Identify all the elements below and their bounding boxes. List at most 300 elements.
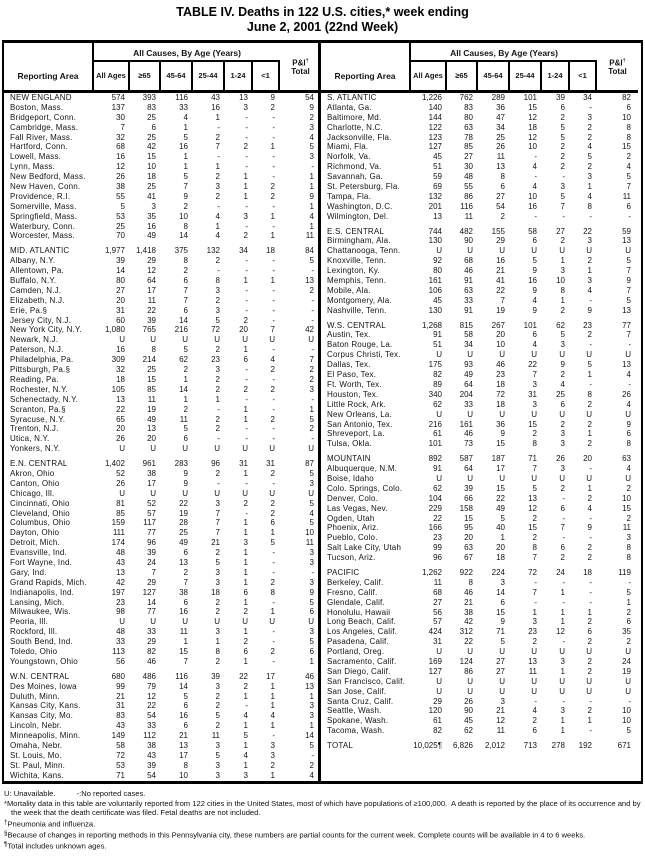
value-cell: U: [586, 473, 592, 483]
value-cell: 12: [528, 132, 537, 142]
city-name: Portland, Oreg.: [327, 647, 385, 657]
value-cell: 4: [183, 112, 188, 122]
value-cell: 46: [496, 360, 505, 370]
value-cell: 49: [496, 503, 505, 513]
value-cell: 34: [583, 93, 592, 102]
city-row: [4, 588, 318, 598]
value-cell: 18: [583, 567, 592, 577]
value-cell: 122: [428, 122, 442, 132]
city-row: [4, 771, 318, 781]
value-cell: 16: [116, 345, 125, 355]
value-cell: 8: [626, 132, 631, 142]
value-cell: U: [242, 335, 248, 345]
value-cell: 30: [464, 162, 473, 172]
city-row: [321, 113, 638, 123]
value-cell: 13: [622, 236, 631, 246]
value-cell: 10: [179, 211, 188, 221]
city-row: [4, 162, 318, 172]
value-cell: -: [245, 508, 248, 518]
value-cell: 13: [496, 162, 505, 172]
city-name: Little Rock, Ark.: [327, 399, 386, 409]
value-cell: 90: [464, 236, 473, 246]
value-cell: 87: [305, 459, 314, 469]
value-cell: -: [245, 201, 248, 211]
value-cell: 2: [270, 182, 275, 192]
value-cell: 13: [116, 394, 125, 404]
value-cell: 9: [532, 266, 537, 276]
city-name: Baltimore, Md.: [327, 112, 382, 122]
value-cell: 4: [532, 340, 537, 350]
value-cell: 166: [428, 523, 442, 533]
city-row: [4, 627, 318, 637]
value-cell: U: [436, 473, 442, 483]
value-cell: U: [436, 246, 442, 256]
value-cell: 14: [179, 315, 188, 325]
city-name: Kansas City, Mo.: [10, 711, 74, 721]
value-cell: 3: [587, 112, 592, 122]
city-row: [321, 286, 638, 296]
value-cell: 1: [587, 266, 592, 276]
value-cell: 2: [270, 365, 275, 375]
region-total-row: [4, 459, 318, 469]
value-cell: 6: [183, 721, 188, 731]
city-row: [321, 677, 638, 687]
value-cell: 132: [206, 246, 220, 256]
value-cell: 16: [528, 201, 537, 211]
value-cell: 25: [147, 132, 156, 142]
value-cell: -: [311, 394, 314, 404]
value-cell: -: [534, 577, 537, 587]
value-cell: 63: [464, 122, 473, 132]
city-row: [4, 256, 318, 266]
value-cell: 13: [179, 741, 188, 750]
city-name: Memphis, Tenn.: [327, 276, 387, 286]
city-name: Tulsa, Okla.: [327, 439, 372, 449]
value-cell: 6: [560, 503, 565, 513]
value-cell: 3: [587, 276, 592, 286]
value-cell: 2: [215, 597, 220, 607]
value-cell: 8: [215, 276, 220, 286]
value-cell: -: [628, 211, 631, 221]
value-cell: 1: [560, 295, 565, 305]
value-cell: 1: [560, 716, 565, 726]
value-cell: 4: [243, 750, 248, 760]
value-cell: 39: [556, 93, 565, 102]
value-cell: 8: [151, 345, 156, 355]
city-name: Milwaukee, Wis.: [10, 607, 71, 617]
value-cell: 29: [433, 696, 442, 706]
value-cell: 93: [464, 360, 473, 370]
value-cell: 1: [243, 468, 248, 478]
city-name: Pasadena, Calif.: [327, 637, 389, 647]
value-cell: 2: [560, 483, 565, 493]
value-cell: -: [272, 122, 275, 132]
value-cell: 26: [556, 454, 565, 464]
value-cell: 26: [116, 478, 125, 488]
value-cell: 9: [626, 419, 631, 429]
value-cell: 2: [215, 691, 220, 701]
value-cell: 10: [528, 191, 537, 201]
value-cell: 78: [464, 132, 473, 142]
value-cell: U: [499, 676, 505, 686]
value-cell: -: [311, 345, 314, 355]
value-cell: 22: [147, 305, 156, 315]
value-cell: 11: [179, 627, 188, 637]
city-name: Cambridge, Mass.: [10, 122, 79, 132]
value-cell: -: [245, 295, 248, 305]
city-row: [321, 246, 638, 256]
city-row: [4, 286, 318, 296]
value-cell: 13: [433, 211, 442, 221]
value-cell: 91: [464, 276, 473, 286]
value-cell: 54: [147, 711, 156, 721]
value-cell: 283: [174, 459, 188, 469]
city-name: San Francisco, Calif.: [327, 676, 406, 686]
city-name: Grand Rapids, Mich.: [10, 577, 87, 587]
value-cell: 5: [500, 637, 505, 647]
city-row: [321, 533, 638, 543]
footnote-marker: †: [4, 818, 8, 826]
city-name: New Orleans, La.: [327, 409, 393, 419]
value-cell: 5: [500, 513, 505, 523]
value-cell: -: [589, 513, 592, 523]
value-cell: 91: [464, 305, 473, 315]
value-cell: 892: [428, 454, 442, 464]
value-cell: 4: [215, 211, 220, 221]
value-cell: 201: [428, 201, 442, 211]
city-name: Denver, Colo.: [327, 493, 379, 503]
value-cell: 1: [243, 567, 248, 577]
value-cell: 52: [147, 498, 156, 508]
value-cell: 48: [464, 172, 473, 182]
value-cell: 2: [270, 577, 275, 587]
value-cell: 99: [433, 543, 442, 553]
value-cell: 24: [147, 557, 156, 567]
value-cell: -: [562, 637, 565, 647]
value-cell: 26: [496, 142, 505, 152]
city-name: Jacksonville, Fla.: [327, 132, 392, 142]
value-cell: 20: [496, 543, 505, 553]
city-name: Las Vegas, Nev.: [327, 503, 388, 513]
value-cell: 80: [464, 112, 473, 122]
value-cell: 25: [147, 365, 156, 375]
value-cell: 8: [587, 201, 592, 211]
value-cell: 5: [120, 201, 125, 211]
value-cell: 26: [464, 696, 473, 706]
value-cell: 43: [147, 750, 156, 760]
city-row: [4, 647, 318, 657]
city-name: Utica, N.Y.: [10, 434, 50, 444]
city-row: [4, 202, 318, 212]
city-row: [321, 523, 638, 533]
value-cell: 4: [270, 355, 275, 365]
value-cell: 57: [433, 617, 442, 627]
value-cell: 8: [468, 577, 473, 587]
table-left-half: [4, 43, 321, 781]
city-name: New Haven, Conn.: [10, 182, 81, 192]
value-cell: 1: [270, 701, 275, 711]
value-cell: 3: [215, 760, 220, 770]
value-cell: 1: [243, 191, 248, 201]
value-cell: 3: [309, 152, 314, 162]
value-cell: U: [182, 335, 188, 345]
city-name: Fall River, Mass.: [10, 132, 73, 142]
value-cell: 15: [496, 607, 505, 617]
value-cell: 65: [116, 414, 125, 424]
city-name: Charlotte, N.C.: [327, 122, 383, 132]
value-cell: U: [308, 617, 314, 627]
value-cell: 375: [174, 246, 188, 256]
value-cell: 1: [183, 394, 188, 404]
value-cell: 6: [243, 587, 248, 597]
value-cell: 12: [528, 112, 537, 122]
value-cell: 49: [147, 414, 156, 424]
value-cell: 25: [147, 182, 156, 192]
value-cell: -: [589, 295, 592, 305]
city-row: [4, 123, 318, 133]
value-cell: 2: [587, 439, 592, 449]
value-cell: 91: [433, 330, 442, 340]
city-row: [321, 133, 638, 143]
value-cell: 36: [496, 419, 505, 429]
value-cell: 7: [183, 285, 188, 295]
footnote: §Because of changes in reporting methods in this Pennsylvania city, these numbers are partial counts for the current week. Complete counts will be available in 4 to 6 weeks.: [4, 829, 586, 840]
city-name: Salt Lake City, Utah: [327, 543, 402, 553]
value-cell: 6: [183, 548, 188, 558]
city-row: [321, 429, 638, 439]
city-row: [4, 405, 318, 415]
value-cell: -: [272, 285, 275, 295]
value-cell: -: [272, 567, 275, 577]
value-cell: 3: [309, 711, 314, 721]
value-cell: 8: [183, 221, 188, 231]
value-cell: 2: [532, 429, 537, 439]
city-name: Lynn, Mass.: [10, 162, 56, 172]
value-cell: 18: [496, 379, 505, 389]
value-cell: 42: [305, 325, 314, 335]
value-cell: 8: [626, 439, 631, 449]
value-cell: U: [559, 246, 565, 256]
value-cell: 27: [464, 152, 473, 162]
value-cell: 42: [116, 577, 125, 587]
value-cell: 2: [560, 142, 565, 152]
city-row: [321, 172, 638, 182]
city-name: Tampa, Fla.: [327, 191, 371, 201]
value-cell: 12: [496, 716, 505, 726]
value-cell: 1: [560, 726, 565, 736]
value-cell: 16: [496, 256, 505, 266]
value-cell: 1: [183, 152, 188, 162]
city-name: San Diego, Calif.: [327, 666, 391, 676]
city-name: Cleveland, Ohio: [10, 508, 70, 518]
value-cell: 1: [560, 587, 565, 597]
value-cell: 5: [183, 424, 188, 434]
value-cell: 29: [496, 236, 505, 246]
value-cell: 27: [556, 226, 565, 236]
city-name: Chicago, Ill.: [10, 488, 55, 498]
city-name: Fort Wayne, Ind.: [10, 557, 73, 567]
value-cell: 31: [239, 459, 248, 469]
value-cell: -: [245, 394, 248, 404]
value-cell: 5: [309, 414, 314, 424]
city-row: [321, 687, 638, 697]
value-cell: -: [272, 172, 275, 182]
value-cell: 1: [309, 182, 314, 192]
value-cell: 5: [215, 711, 220, 721]
region-name: W.S. CENTRAL: [327, 320, 386, 330]
value-cell: 1: [243, 721, 248, 731]
value-cell: 17: [147, 478, 156, 488]
value-cell: 4: [560, 379, 565, 389]
value-cell: U: [308, 335, 314, 345]
value-cell: 9: [560, 360, 565, 370]
value-cell: U: [467, 350, 473, 360]
value-cell: 17: [496, 464, 505, 474]
value-cell: U: [559, 676, 565, 686]
value-cell: 3: [151, 201, 156, 211]
value-cell: 9: [500, 429, 505, 439]
value-cell: 63: [464, 543, 473, 553]
city-row: [321, 439, 638, 449]
city-name: Allentown, Pa.: [10, 266, 64, 276]
value-cell: 815: [459, 320, 473, 330]
value-cell: U: [182, 444, 188, 454]
value-cell: 67: [464, 553, 473, 563]
value-cell: 1: [309, 201, 314, 211]
value-cell: 1: [183, 162, 188, 172]
city-name: Spokane, Wash.: [327, 716, 389, 726]
city-row: [4, 133, 318, 143]
city-row: [321, 420, 638, 430]
value-cell: 15: [528, 523, 537, 533]
value-cell: 1,226: [421, 93, 442, 102]
value-cell: U: [625, 686, 631, 696]
city-name: San Antonio, Tex.: [327, 419, 393, 429]
value-cell: 6: [532, 236, 537, 246]
value-cell: 11: [622, 523, 631, 533]
value-cell: 86: [464, 191, 473, 201]
value-cell: 3: [215, 627, 220, 637]
value-cell: 2: [587, 330, 592, 340]
value-cell: U: [531, 647, 537, 657]
value-cell: 24: [622, 656, 631, 666]
value-cell: 1: [270, 681, 275, 691]
city-name: Hartford, Conn.: [10, 142, 68, 152]
value-cell: 4: [587, 285, 592, 295]
city-row: [4, 316, 318, 326]
value-cell: 2: [215, 374, 220, 384]
city-row: [4, 617, 318, 627]
value-cell: 22: [583, 226, 592, 236]
value-cell: 23: [528, 627, 537, 637]
value-cell: 9: [270, 93, 275, 102]
value-cell: 8: [183, 760, 188, 770]
value-cell: 2: [587, 543, 592, 553]
city-row: [4, 415, 318, 425]
value-cell: 99: [116, 681, 125, 691]
city-row: [4, 325, 318, 335]
value-cell: 3: [309, 548, 314, 558]
value-cell: 27: [116, 285, 125, 295]
value-cell: 6: [626, 102, 631, 112]
value-cell: 14: [179, 384, 188, 394]
city-name: Pueblo, Colo.: [327, 533, 378, 543]
value-cell: 60: [116, 315, 125, 325]
value-cell: U: [625, 647, 631, 657]
value-cell: -: [272, 315, 275, 325]
value-cell: 106: [428, 285, 442, 295]
city-row: [321, 306, 638, 316]
value-cell: -: [245, 112, 248, 122]
value-cell: 85: [147, 384, 156, 394]
table-header-right: [321, 43, 638, 93]
value-cell: 20: [239, 325, 248, 335]
city-name: Omaha, Nebr.: [10, 741, 63, 750]
value-cell: 10: [556, 276, 565, 286]
value-cell: 13: [305, 681, 314, 691]
city-name: Nashville, Tenn.: [327, 305, 387, 315]
value-cell: 2: [243, 142, 248, 152]
city-row: [321, 236, 638, 246]
city-name: Dallas, Tex.: [327, 360, 371, 370]
value-cell: 3: [560, 464, 565, 474]
value-cell: 2: [215, 701, 220, 711]
city-row: [4, 489, 318, 499]
value-cell: 16: [179, 142, 188, 152]
value-cell: 3: [532, 399, 537, 409]
value-cell: 18: [147, 172, 156, 182]
city-name: Rockford, Ill.: [10, 627, 58, 637]
value-cell: 28: [179, 518, 188, 528]
city-name: Ogden, Utah: [327, 513, 375, 523]
city-name: Norfolk, Va.: [327, 152, 371, 162]
value-cell: 2: [270, 498, 275, 508]
value-cell: 34: [496, 122, 505, 132]
value-cell: 22: [528, 360, 537, 370]
value-cell: 2: [587, 419, 592, 429]
value-cell: 169: [428, 656, 442, 666]
city-name: Akron, Ohio: [10, 468, 55, 478]
value-cell: 11: [211, 731, 220, 741]
value-cell: 6,826: [452, 741, 473, 751]
city-name: Tucson, Ariz.: [327, 553, 376, 563]
region-total-row: [321, 454, 638, 464]
city-name: Buffalo, N.Y.: [10, 276, 57, 286]
city-name: Long Beach, Calif.: [327, 617, 396, 627]
value-cell: 36: [496, 102, 505, 112]
city-row: [4, 598, 318, 608]
value-cell: 14: [496, 587, 505, 597]
value-cell: 64: [147, 276, 156, 286]
value-cell: 6: [270, 518, 275, 528]
value-cell: 92: [433, 256, 442, 266]
value-cell: U: [586, 409, 592, 419]
city-row: [321, 410, 638, 420]
city-row: [321, 617, 638, 627]
city-row: [4, 395, 318, 405]
value-cell: 62: [179, 355, 188, 365]
value-cell: 58: [464, 330, 473, 340]
value-cell: 33: [147, 627, 156, 637]
city-name: Elizabeth, N.J.: [10, 295, 65, 305]
value-cell: 72: [528, 567, 537, 577]
value-cell: -: [245, 478, 248, 488]
city-name: Springfield, Mass.: [10, 211, 78, 221]
value-cell: 3: [215, 305, 220, 315]
value-cell: 68: [116, 142, 125, 152]
value-cell: 744: [428, 226, 442, 236]
value-cell: 3: [532, 379, 537, 389]
